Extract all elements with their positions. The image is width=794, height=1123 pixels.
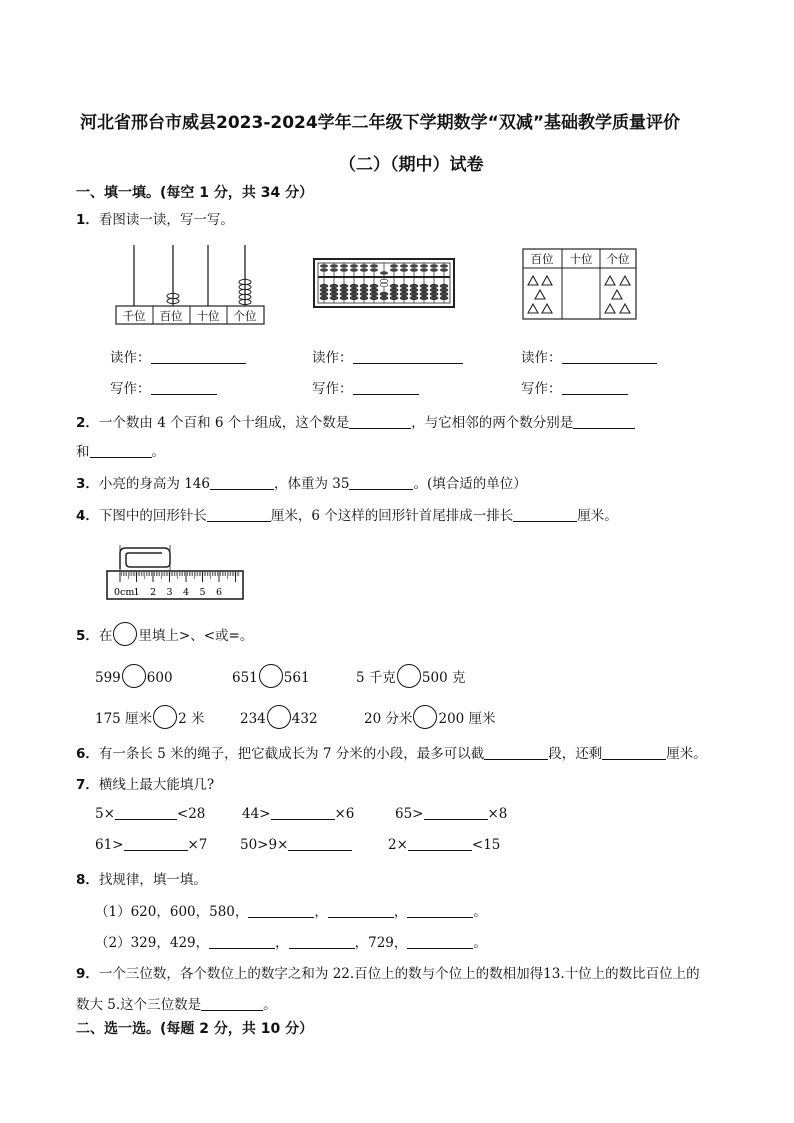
suanpan-bead <box>320 268 328 272</box>
place-value-abacus <box>110 240 270 330</box>
question-8: 8．找规律，填一填。 <box>76 872 207 888</box>
question-9: 9．一个三位数，各个数位上的数字之和为 22.百位上的数与个位上的数相加得13.十位上的数比百位上的 <box>76 966 700 982</box>
q8-blank-1[interactable] <box>248 903 314 918</box>
q8-blank-2[interactable] <box>328 903 394 918</box>
q7-item-6: 2× <15 <box>388 837 501 853</box>
write-row-3: 写作： <box>521 377 628 397</box>
suanpan-bead <box>430 296 438 300</box>
question-4: 4．下图中的回形针长 厘米，6 个这样的回形针首尾排成一排长 厘米。 <box>76 508 618 524</box>
compare-circle-5[interactable] <box>267 705 291 729</box>
ruler-label: 2 <box>149 587 157 598</box>
ruler-label: 6 <box>215 587 223 598</box>
suanpan-bead <box>410 292 418 296</box>
suanpan-bead <box>340 264 348 268</box>
suanpan-bead <box>420 264 428 268</box>
q7-item-5: 50>9× <box>240 836 352 853</box>
abacus-label-thousands: 千位 <box>122 309 146 323</box>
suanpan-bead <box>360 268 368 272</box>
suanpan-bead <box>410 296 418 300</box>
compare-3: 5 千克 500 克 <box>356 664 465 688</box>
suanpan-bead <box>390 268 398 272</box>
suanpan-bead <box>340 268 348 272</box>
suanpan-bead <box>350 296 358 300</box>
read-blank-1[interactable] <box>151 349 246 364</box>
compare-circle-3[interactable] <box>397 664 421 688</box>
suanpan-bead <box>440 284 448 288</box>
suanpan-bead <box>430 268 438 272</box>
suanpan-bead <box>420 296 428 300</box>
q7-item-3: 65> ×8 <box>395 806 508 822</box>
suanpan-bead <box>400 288 408 292</box>
q2-blank-2[interactable] <box>573 414 635 429</box>
suanpan-bead <box>330 264 338 268</box>
write-row-1: 写作： <box>110 377 217 397</box>
question-6: 6．有一条长 5 米的绳子，把它截成长为 7 分米的小段，最多可以截 段，还剩 厘米。 <box>76 746 707 762</box>
compare-circle-1[interactable] <box>122 664 146 688</box>
suanpan-bead <box>410 288 418 292</box>
suanpan-bead <box>420 268 428 272</box>
suanpan-bead <box>400 284 408 288</box>
q7-item-4: 61> ×7 <box>95 837 208 853</box>
compare-2: 651 561 <box>232 664 310 688</box>
compare-circle-6[interactable] <box>413 705 437 729</box>
compare-5: 234 432 <box>240 705 318 729</box>
compare-6: 20 分米 200 厘米 <box>364 705 496 729</box>
suanpan-bead <box>380 296 388 300</box>
suanpan-bead <box>440 296 448 300</box>
suanpan-bead <box>350 264 358 268</box>
suanpan-bead <box>390 288 398 292</box>
read-blank-2[interactable] <box>353 349 463 364</box>
suanpan-bead <box>380 283 388 287</box>
read-blank-3[interactable] <box>562 349 657 364</box>
suanpan-bead <box>340 288 348 292</box>
write-blank-3[interactable] <box>562 380 628 395</box>
ruler-label: 3 <box>166 587 173 598</box>
suanpan-bead <box>380 279 388 283</box>
page-title-line1: 河北省邢台市威县2023-2024学年二年级下学期数学“双减”基础教学质量评价 <box>80 113 681 133</box>
suanpan-bead <box>380 271 388 275</box>
place-value-table <box>522 248 638 320</box>
suanpan-bead <box>430 288 438 292</box>
q4-blank-2[interactable] <box>513 507 577 522</box>
q6-blank-2[interactable] <box>602 745 666 760</box>
write-row-2: 写作： <box>312 377 419 397</box>
suanpan-bead <box>410 268 418 272</box>
question-2-cont: 和 。 <box>76 444 165 460</box>
suanpan-bead <box>370 284 378 288</box>
suanpan-bead <box>440 292 448 296</box>
q7-blank-5[interactable] <box>288 836 352 851</box>
suanpan-bead <box>330 288 338 292</box>
q7-blank-1[interactable] <box>115 805 177 820</box>
suanpan-bead <box>410 284 418 288</box>
suanpan-bead <box>340 284 348 288</box>
compare-circle-4[interactable] <box>153 705 177 729</box>
suanpan-bead <box>440 264 448 268</box>
read-row-3: 读作： <box>521 346 657 366</box>
suanpan-bead <box>330 296 338 300</box>
ruler-label: 5 <box>199 587 206 598</box>
read-row-1: 读作： <box>110 346 246 366</box>
compare-4: 175 厘米 2 米 <box>95 705 204 729</box>
suanpan-bead <box>430 284 438 288</box>
q3-blank-1[interactable] <box>210 475 274 490</box>
suanpan-bead <box>350 268 358 272</box>
abacus-label-hundreds: 百位 <box>159 309 183 323</box>
suanpan-bead <box>360 292 368 296</box>
suanpan-bead <box>350 292 358 296</box>
suanpan-bead <box>440 288 448 292</box>
suanpan-bead <box>340 296 348 300</box>
suanpan-bead <box>360 264 368 268</box>
suanpan-bead <box>340 292 348 296</box>
suanpan-bead <box>330 292 338 296</box>
suanpan-bead <box>400 268 408 272</box>
q7-item-1: 5× <28 <box>95 806 206 822</box>
suanpan-bead <box>440 268 448 272</box>
q7-blank-6[interactable] <box>408 836 472 851</box>
read-row-2: 读作： <box>312 346 463 366</box>
suanpan-bead <box>400 264 408 268</box>
compare-1: 599 600 <box>95 664 173 688</box>
suanpan-bead <box>320 264 328 268</box>
write-blank-2[interactable] <box>353 380 419 395</box>
suanpan-bead <box>370 264 378 268</box>
suanpan-bead <box>370 268 378 272</box>
suanpan-bead <box>330 268 338 272</box>
q7-blank-4[interactable] <box>124 836 188 851</box>
question-9-cont: 数大 5.这个三位数是 。 <box>76 997 277 1013</box>
suanpan-abacus <box>313 258 455 308</box>
suanpan-bead <box>420 284 428 288</box>
q7-blank-3[interactable] <box>424 805 488 820</box>
table-header-hundreds: 百位 <box>530 252 554 266</box>
q6-blank-1[interactable] <box>484 745 548 760</box>
suanpan-bead <box>320 288 328 292</box>
question-5: 5．在 里填上>、<或=。 <box>76 622 253 646</box>
paperclip-ruler-figure <box>106 545 246 601</box>
suanpan-bead <box>390 264 398 268</box>
suanpan-bead <box>390 292 398 296</box>
suanpan-bead <box>350 288 358 292</box>
suanpan-bead <box>420 292 428 296</box>
write-blank-1[interactable] <box>151 380 217 395</box>
q3-blank-2[interactable] <box>349 475 413 490</box>
suanpan-bead <box>390 296 398 300</box>
question-3: 3．小亮的身高为 146 ，体重为 35 。(填合适的单位） <box>76 476 527 492</box>
page-title-line2: （二）（期中）试卷 <box>339 155 484 175</box>
suanpan-bead <box>320 296 328 300</box>
suanpan-bead <box>400 292 408 296</box>
suanpan-bead <box>360 288 368 292</box>
question-2: 2．一个数由 4 个百和 6 个十组成，这个数是 ，与它相邻的两个数分别是 <box>76 411 635 431</box>
suanpan-bead <box>380 292 388 296</box>
section-2-heading: 二、选一选。(每题 2 分，共 10 分） <box>76 1021 314 1037</box>
ruler-label: 4 <box>182 587 190 598</box>
question-7: 7．横线上最大能填几? <box>76 777 215 793</box>
compare-circle-2[interactable] <box>259 664 283 688</box>
suanpan-bead <box>320 284 328 288</box>
q8-line-2: （2）329，429， ， ，729， 。 <box>95 935 487 951</box>
suanpan-bead <box>390 284 398 288</box>
suanpan-bead <box>400 296 408 300</box>
question-1: 1．看图读一读，写一写。 <box>76 212 234 228</box>
suanpan-bead <box>420 288 428 292</box>
section-1-heading: 一、填一填。(每空 1 分，共 34 分） <box>76 185 314 201</box>
suanpan-bead <box>360 296 368 300</box>
q7-blank-2[interactable] <box>271 805 335 820</box>
suanpan-bead <box>430 292 438 296</box>
q8-blank-4[interactable] <box>209 934 275 949</box>
suanpan-bead <box>350 284 358 288</box>
q9-blank[interactable] <box>201 996 263 1011</box>
q8-blank-5[interactable] <box>289 934 355 949</box>
suanpan-bead <box>370 292 378 296</box>
ruler-label: 0cm <box>114 587 135 598</box>
abacus-label-ones: 个位 <box>233 309 257 323</box>
suanpan-bead <box>430 264 438 268</box>
q2-blank-1[interactable] <box>349 414 411 429</box>
table-header-ones: 个位 <box>606 252 630 266</box>
suanpan-bead <box>360 284 368 288</box>
table-header-tens: 十位 <box>569 252 593 266</box>
q8-line-1: （1）620，600，580， ， ， 。 <box>95 904 487 920</box>
q4-blank-1[interactable] <box>207 507 271 522</box>
example-circle <box>113 622 137 646</box>
suanpan-bead <box>320 292 328 296</box>
q8-blank-6[interactable] <box>407 934 473 949</box>
suanpan-bead <box>370 288 378 292</box>
ruler-label: 1 <box>133 587 140 598</box>
q7-item-2: 44> ×6 <box>242 806 355 822</box>
abacus-label-tens: 十位 <box>196 309 220 323</box>
suanpan-bead <box>410 264 418 268</box>
q8-blank-3[interactable] <box>407 903 473 918</box>
q2-blank-3[interactable] <box>90 443 152 458</box>
suanpan-bead <box>330 284 338 288</box>
suanpan-bead <box>370 296 378 300</box>
